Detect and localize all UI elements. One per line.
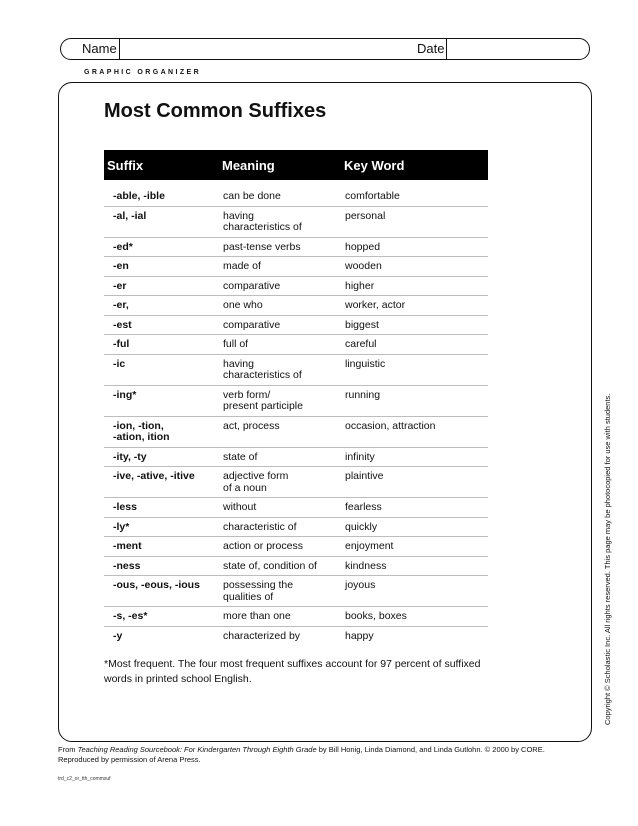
table-row — [104, 237, 488, 257]
suffix-table — [104, 150, 488, 645]
keyword-cell: quickly — [344, 517, 488, 537]
suffix-cell: -ness — [104, 556, 222, 576]
keyword-cell: enjoyment — [344, 537, 488, 557]
graphic-organizer-label: GRAPHIC ORGANIZER — [84, 69, 202, 76]
meaning-cell: more than one — [222, 607, 344, 627]
suffix-cell: -al, -ial — [104, 206, 222, 237]
suffix-cell: -er, — [104, 296, 222, 316]
table-row — [104, 498, 488, 518]
table-header-row — [104, 150, 488, 180]
keyword-cell: biggest — [344, 315, 488, 335]
keyword-cell: careful — [344, 335, 488, 355]
meaning-cell: characterized by — [223, 629, 301, 642]
document-code: trd_c2_or_tth_commsuf — [58, 776, 111, 782]
keyword-cell: occasion, attraction — [344, 416, 488, 447]
copyright-notice: Copyright © Scholastic Inc. All rights reserved. This page may be photocopied for use with students. — [603, 393, 612, 725]
table-row — [104, 276, 488, 296]
suffix-cell: -ment — [104, 537, 222, 557]
meaning-cell: made of — [222, 257, 344, 277]
table-row — [104, 296, 488, 316]
table-row — [104, 467, 488, 498]
footnote: *Most frequent. The four most frequent suffixes account for 97 percent of suffixed words in printed school English. — [104, 658, 481, 685]
meaning-cell: past-tense verbs — [222, 237, 344, 257]
suffix-cell: -able, -ible — [104, 180, 222, 206]
name-label: Name — [82, 41, 117, 56]
suffix-cell: -er — [104, 276, 222, 296]
meaning-cell: state of — [222, 447, 344, 467]
suffix-cell: -ly* — [104, 517, 222, 537]
keyword-cell: happy — [345, 629, 374, 642]
suffix-cell: -ion, -tion, -ation, ition — [104, 416, 222, 447]
meaning-cell: comparative — [222, 315, 344, 335]
suffix-cell: -s, -es* — [104, 607, 222, 627]
meaning-cell: state of, condition of — [222, 556, 344, 576]
keyword-cell: plaintive — [344, 467, 488, 498]
meaning-cell: full of — [222, 335, 344, 355]
table-row — [104, 354, 488, 385]
credit-prefix: From — [58, 745, 78, 754]
suffix-cell: -est — [104, 315, 222, 335]
meaning-cell: possessing the qualities of — [222, 576, 344, 607]
keyword-cell: worker, actor — [344, 296, 488, 316]
meaning-cell: can be done — [222, 180, 344, 206]
suffix-cell: -ous, -eous, -ious — [104, 576, 222, 607]
date-divider — [446, 39, 447, 59]
suffix-rows — [104, 180, 488, 645]
keyword-cell: joyous — [344, 576, 488, 607]
keyword-cell: kindness — [344, 556, 488, 576]
credit-authors: by Bill Honig, Linda Diamond, and Linda Gutlohn. © 2000 by CORE. — [316, 745, 545, 754]
meaning-cell: adjective form of a noun — [222, 467, 344, 498]
table-row — [104, 206, 488, 237]
meaning-cell: comparative — [222, 276, 344, 296]
suffix-cell: -ity, -ty — [104, 447, 222, 467]
table-row — [104, 335, 488, 355]
name-date-bar — [60, 38, 590, 60]
suffix-cell: -en — [104, 257, 222, 277]
table-row — [104, 257, 488, 277]
meaning-cell: act, process — [222, 416, 344, 447]
column-header-suffix: Suffix — [104, 150, 222, 180]
meaning-cell: one who — [222, 296, 344, 316]
table-row — [104, 385, 488, 416]
table-row — [104, 517, 488, 537]
table-row — [104, 576, 488, 607]
suffix-cell: -ive, -ative, -itive — [104, 467, 222, 498]
keyword-cell: infinity — [344, 447, 488, 467]
suffix-cell: -ic — [104, 354, 222, 385]
meaning-cell: action or process — [222, 537, 344, 557]
meaning-cell: having characteristics of — [222, 354, 344, 385]
suffix-cell: -ful — [104, 335, 222, 355]
table-row — [104, 556, 488, 576]
table-row — [104, 315, 488, 335]
keyword-cell: comfortable — [344, 180, 488, 206]
keyword-cell: linguistic — [344, 354, 488, 385]
source-credit — [58, 745, 598, 765]
meaning-cell: having characteristics of — [222, 206, 344, 237]
column-header-meaning: Meaning — [222, 150, 344, 180]
suffix-cell: -ing* — [104, 385, 222, 416]
suffix-cell: -y — [113, 629, 123, 642]
keyword-cell: running — [344, 385, 488, 416]
keyword-cell: books, boxes — [344, 607, 488, 627]
table-row — [104, 180, 488, 206]
suffix-cell: -less — [104, 498, 222, 518]
table-row — [104, 626, 488, 645]
table-row — [104, 607, 488, 627]
column-header-keyword: Key Word — [344, 150, 488, 180]
table-row — [104, 537, 488, 557]
page-title: Most Common Suffixes — [104, 100, 327, 122]
keyword-cell: hopped — [344, 237, 488, 257]
table-row — [104, 447, 488, 467]
name-divider — [119, 39, 120, 59]
table-row — [104, 416, 488, 447]
meaning-cell: characteristic of — [222, 517, 344, 537]
credit-permission: Reproduced by permission of Arena Press. — [58, 755, 201, 764]
meaning-cell: without — [222, 498, 344, 518]
credit-book-title: Teaching Reading Sourcebook: For Kindergarten Through Eighth Grade — [77, 745, 317, 754]
keyword-cell: wooden — [344, 257, 488, 277]
meaning-cell: verb form/ present participle — [222, 385, 344, 416]
suffix-cell: -ed* — [104, 237, 222, 257]
keyword-cell: higher — [344, 276, 488, 296]
keyword-cell: fearless — [344, 498, 488, 518]
date-label: Date — [417, 41, 445, 56]
keyword-cell: personal — [344, 206, 488, 237]
